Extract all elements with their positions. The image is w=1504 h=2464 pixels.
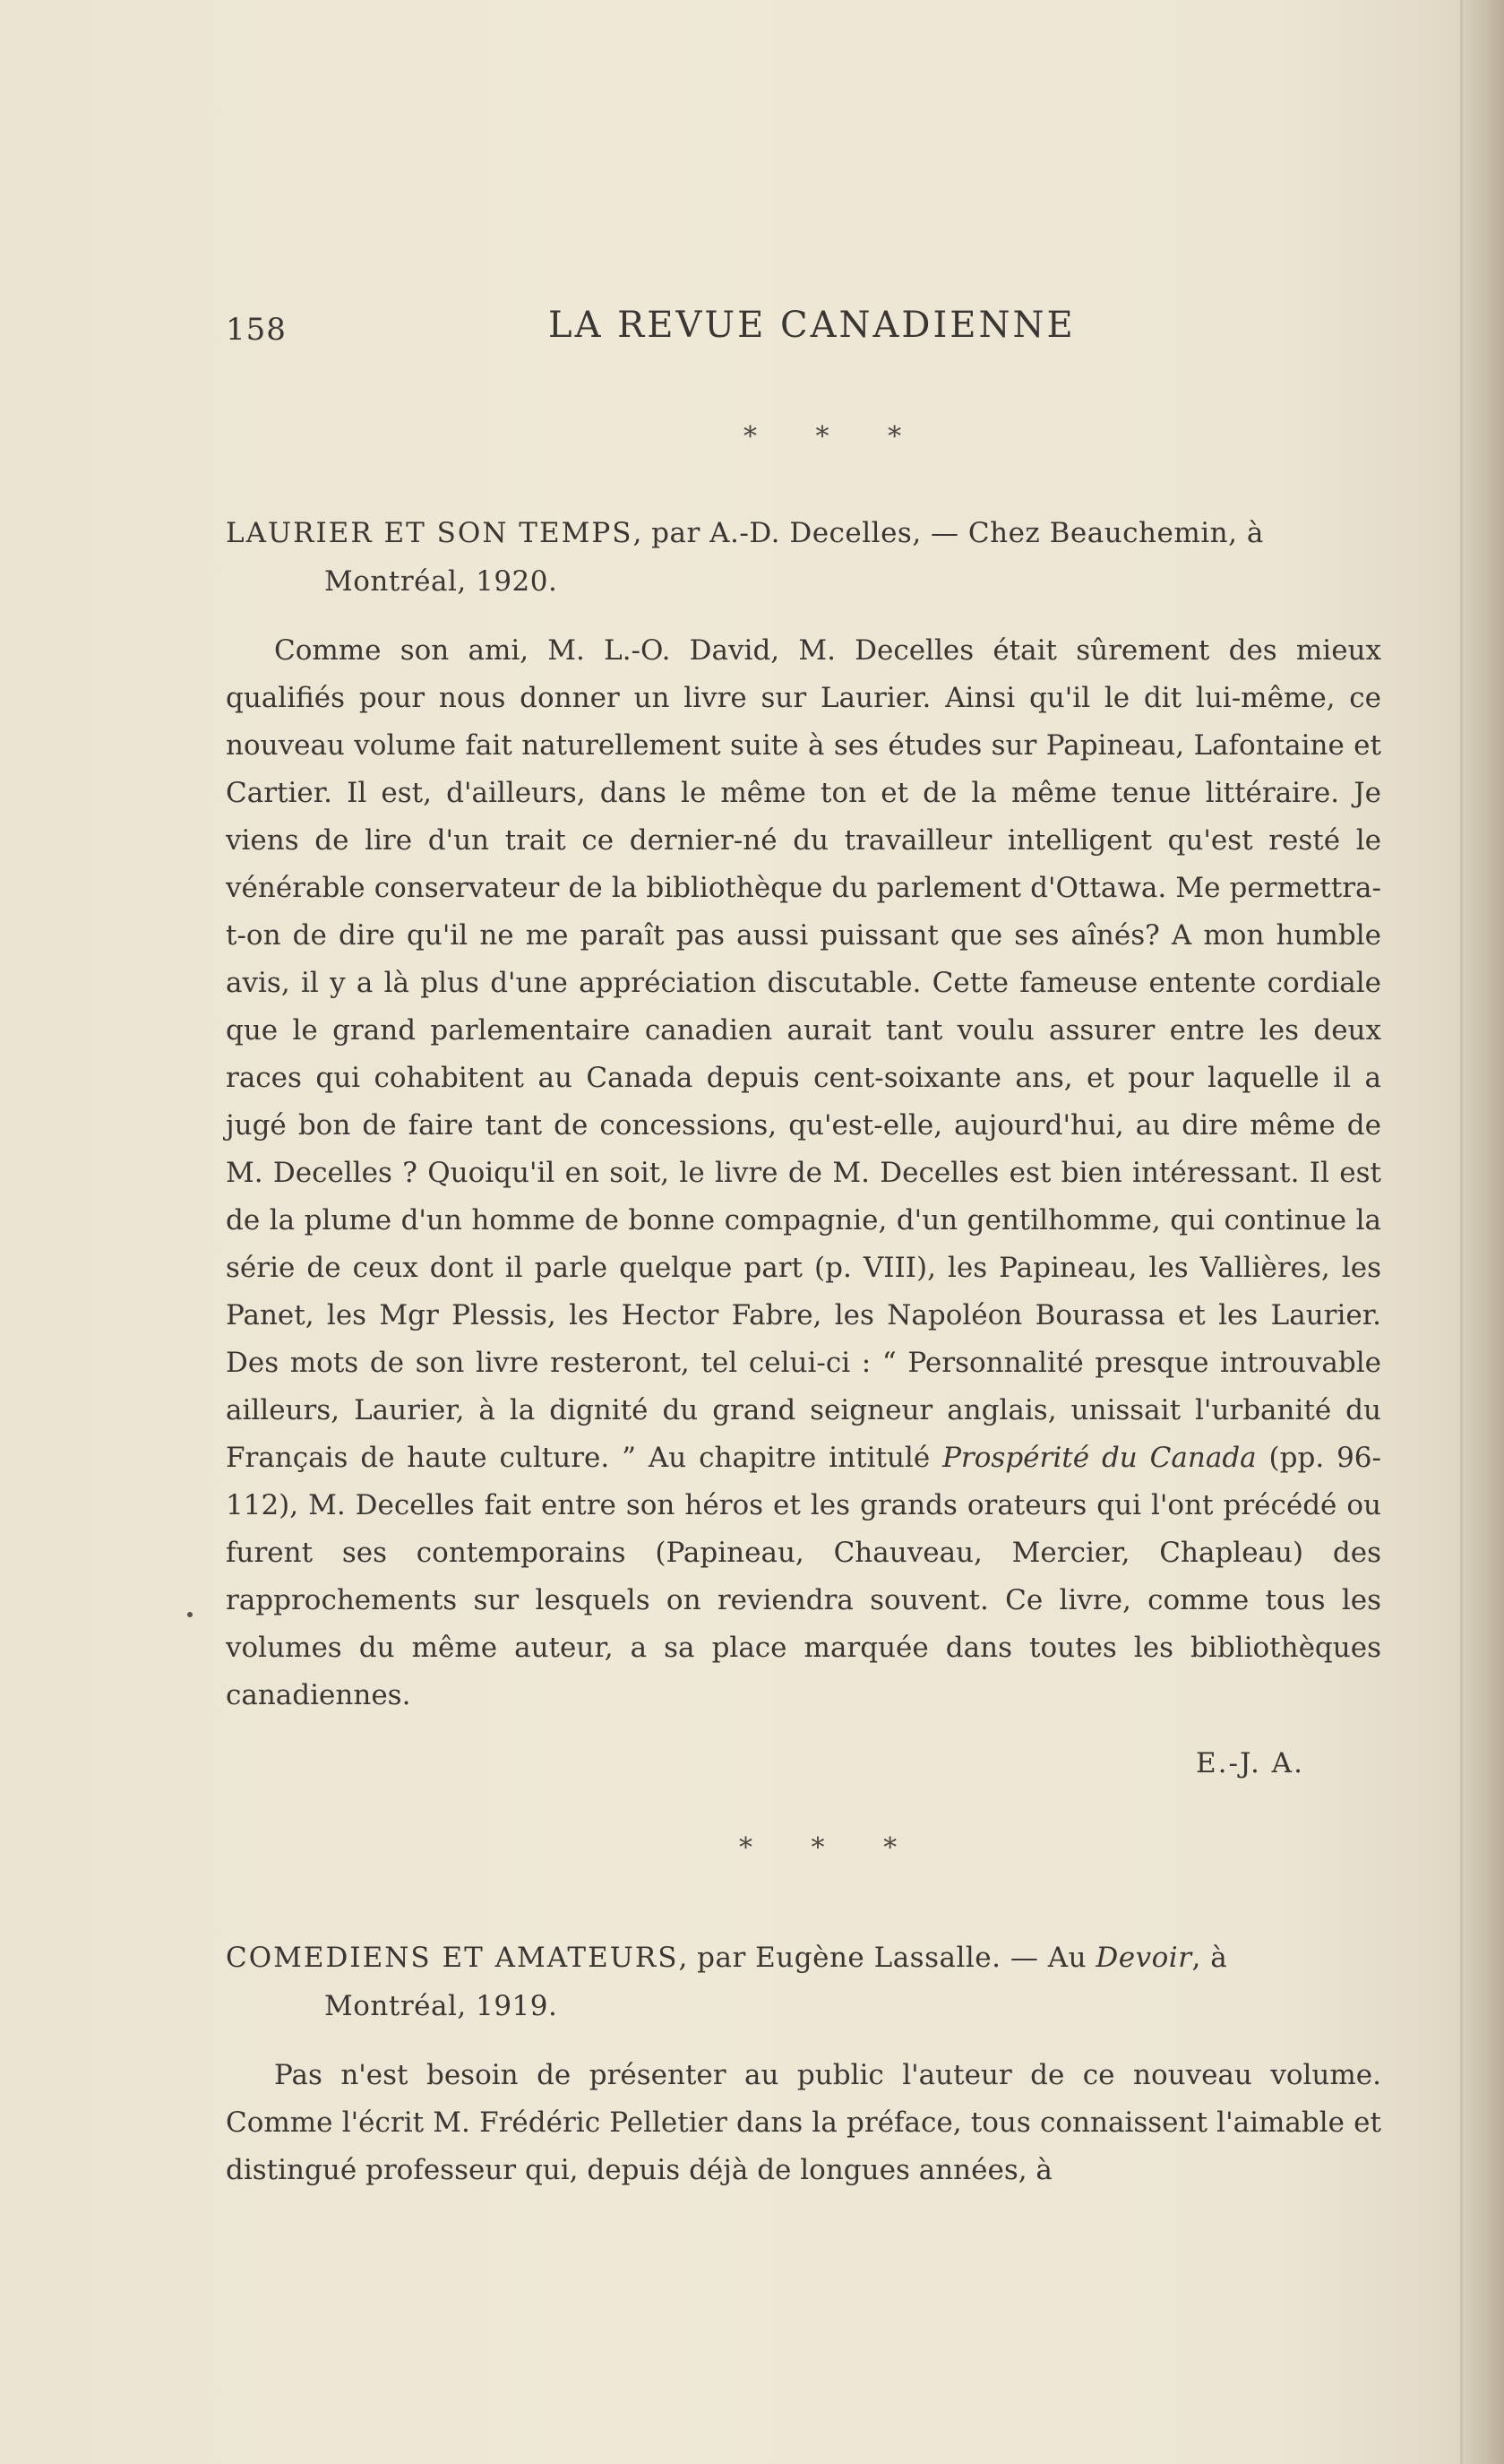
review-title: COMEDIENS ET AMATEURS	[226, 1942, 679, 1974]
margin-mark	[187, 1612, 193, 1617]
review-body-text: Comme son ami, M. L.-O. David, M. Decelles était sûrement des mieux qualifiés pour nous donner un livre sur Laurier. Ainsi qu'il le dit lui-même, ce nouveau volume fait naturellement suite à ses études sur Papineau, Lafontaine et Cartier. Il est, d'ailleurs, dans le même ton et de la même tenue littéraire. Je viens de lire d'un trait ce dernier-né du travailleur intelligent qu'est resté le vénérable conservateur de la bibliothèque du parlement d'Ottawa. Me permettra-t-on de dire qu'il ne me paraît pas aussi puissant que ses aînés? A mon humble avis, il y a là plus d'une appréciation discutable. Cette fameuse entente cordiale que le grand parlementaire canadien aurait tant voulu assurer entre les deux races qui cohabitent au Canada depuis cent-soixante ans, et pour laquelle il a jugé bon de faire tant de concessions, qu'est-elle, aujourd'hui, au dire même de M. Decelles ? Quoiqu'il en soit, le livre de M. Decelles est bien intéressant. Il est de la plume d'un homme de bonne compagnie, d'un gentilhomme, qui continue la série de ceux dont il parle quelque part (p. VIII), les Papineau, les Vallières, les Panet, les Mgr Plessis, les Hector Fabre, les Napoléon Bourassa et les Laurier. Des mots de son livre resteront, tel celui-ci : “ Personnalité presque introuvable ailleurs, Laurier, à la dignité du grand seigneur anglais, unissait l'urbanité du Français de haute culture. ” Au chapitre intitulé	[226, 634, 1381, 1474]
review-author-line: , par A.-D. Decelles, — Chez Beauchemin, à	[632, 517, 1264, 549]
page-header	[226, 305, 1381, 358]
section-separator: * * *	[743, 421, 927, 452]
review-body	[226, 2052, 1381, 2194]
chapter-title: Prospérité du Canada	[942, 1442, 1257, 1474]
review-author-line-end: , à	[1191, 1942, 1228, 1974]
publisher-name: Devoir	[1096, 1942, 1192, 1974]
review-place-line: Montréal, 1919.	[324, 1990, 558, 2022]
review-heading	[226, 509, 1381, 606]
review-place-line: Montréal, 1920.	[324, 565, 558, 598]
review-signature: E.-J. A.	[1196, 1747, 1304, 1779]
review-author-line: , par Eugène Lassalle. — Au	[678, 1942, 1096, 1974]
page-number: 158	[226, 312, 287, 348]
review-title: LAURIER ET SON TEMPS	[226, 517, 633, 549]
review-heading	[226, 1934, 1381, 2030]
review-body-text: Pas n'est besoin de présenter au public l'auteur de ce nouveau volume. Comme l'écrit M. Frédéric Pelletier dans la préface, tous connaissent l'aimable et distingué professeur qui, depuis déjà de longues années, à	[226, 2059, 1381, 2186]
review-body-text-continued: (pp. 96-112), M. Decelles fait entre son héros et les grands orateurs qui l'ont précédé ou furent ses contemporains (Papineau, Chauveau, Mercier, Chapleau) des rapprochements sur lesquels on reviendra souvent. Ce livre, comme tous les volumes du même auteur, a sa place marquée dans toutes les bibliothèques canadiennes.	[226, 1442, 1381, 1711]
review-body	[226, 627, 1381, 1719]
running-head: LA REVUE CANADIENNE	[548, 305, 1076, 346]
section-separator: * * *	[739, 1832, 923, 1864]
page-edge	[1463, 0, 1504, 2464]
